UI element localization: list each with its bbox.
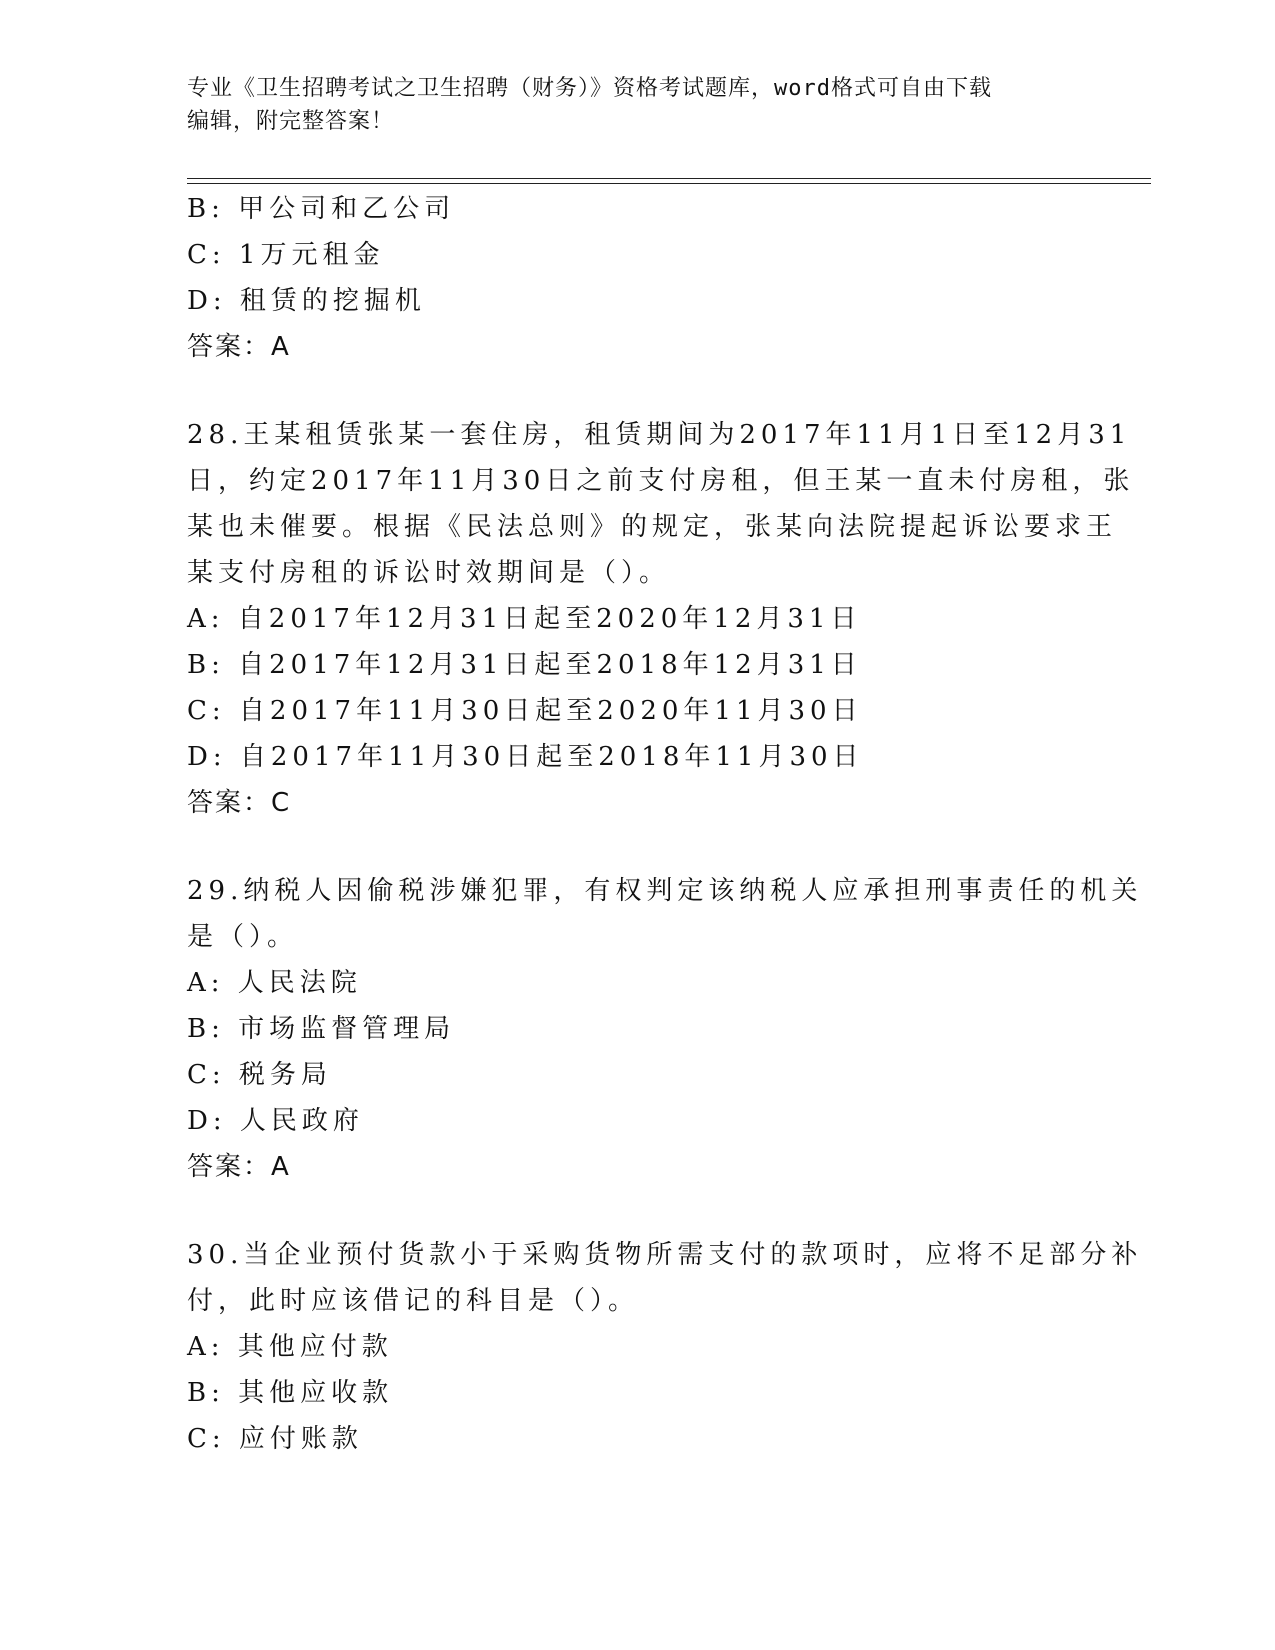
- answer-line: 答案：C: [187, 788, 292, 818]
- option-b: B: 甲公司和乙公司: [187, 194, 456, 224]
- question-stem-line: 29.纳税人因偷税涉嫌犯罪，有权判定该纳税人应承担刑事责任的机关: [187, 876, 1143, 906]
- question-27-tail: [187, 186, 1087, 370]
- option-b: B: 市场监督管理局: [187, 1014, 456, 1044]
- spacer: [187, 826, 1087, 868]
- question-30: [187, 1232, 1143, 1462]
- option-b: B: 其他应收款: [187, 1378, 394, 1408]
- document-header: [187, 72, 1087, 138]
- question-28: [187, 412, 1135, 826]
- question-stem-line: 日，约定2017年11月30日之前支付房租，但王某一直未付房租，张: [187, 466, 1135, 496]
- option-d: D: 租赁的挖掘机: [187, 286, 426, 316]
- option-c: C: 应付账款: [187, 1424, 363, 1454]
- question-stem-line: 是（）。: [187, 922, 299, 952]
- header-line-1: 专业《卫生招聘考试之卫生招聘（财务）》资格考试题库，word格式可自由下载: [187, 76, 992, 101]
- option-c: C: 自2017年11月30日起至2020年11月30日: [187, 696, 863, 726]
- question-stem-line: 付，此时应该借记的科目是（）。: [187, 1286, 640, 1316]
- option-d: D: 人民政府: [187, 1106, 364, 1136]
- question-stem-line: 28.王某租赁张某一套住房，租赁期间为2017年11月1日至12月31: [187, 420, 1132, 450]
- question-stem-line: 30.当企业预付货款小于采购货物所需支付的款项时，应将不足部分补: [187, 1240, 1143, 1270]
- header-line-2: 编辑，附完整答案！: [187, 109, 395, 134]
- option-a: A: 人民法院: [187, 968, 362, 998]
- spacer: [187, 370, 1087, 412]
- option-c: C: 税务局: [187, 1060, 332, 1090]
- answer-line: 答案：A: [187, 332, 291, 362]
- spacer: [187, 1190, 1087, 1232]
- question-29: [187, 868, 1143, 1190]
- option-d: D: 自2017年11月30日起至2018年11月30日: [187, 742, 864, 772]
- option-c: C: 1万元租金: [187, 240, 385, 270]
- option-a: A: 其他应付款: [187, 1332, 393, 1362]
- answer-line: 答案：A: [187, 1152, 291, 1182]
- option-a: A: 自2017年12月31日起至2020年12月31日: [187, 604, 862, 634]
- question-stem-line: 某也未催要。根据《民法总则》的规定，张某向法院提起诉讼要求王: [187, 512, 1118, 542]
- header-divider-top: [187, 178, 1151, 179]
- question-list: [187, 186, 1143, 1462]
- question-stem-line: 某支付房租的诉讼时效期间是（）。: [187, 558, 671, 588]
- header-divider-bottom: [187, 183, 1151, 184]
- option-b: B: 自2017年12月31日起至2018年12月31日: [187, 650, 862, 680]
